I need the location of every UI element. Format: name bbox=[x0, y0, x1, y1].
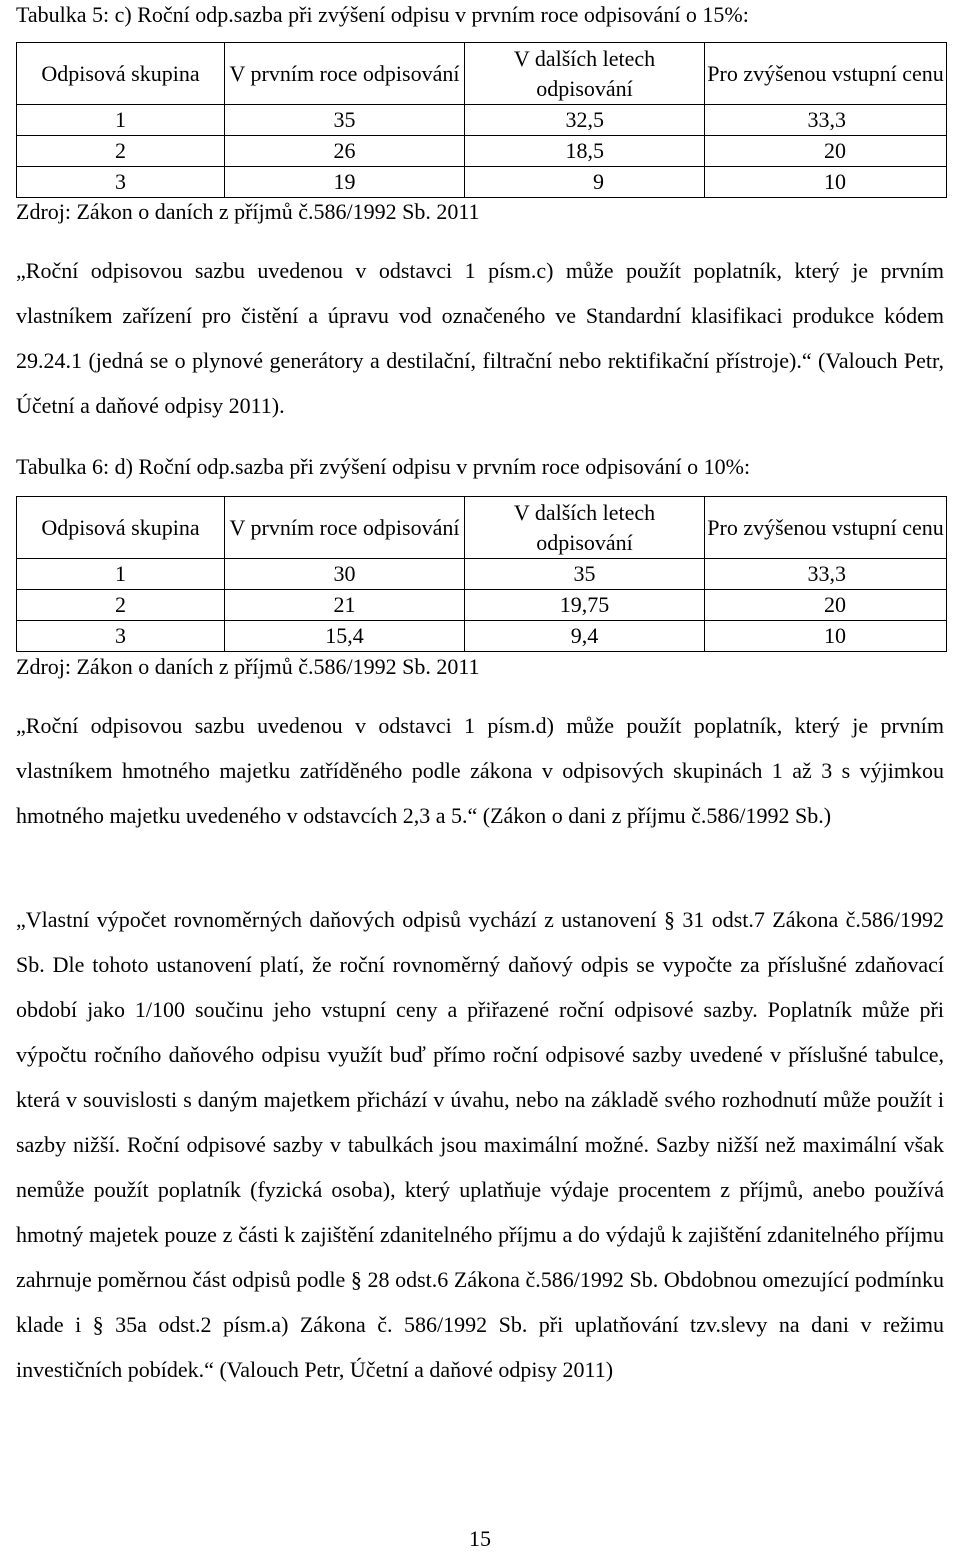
table-cell: 19,75 bbox=[465, 590, 705, 621]
table-cell: 2 bbox=[17, 136, 225, 167]
table-cell: 9 bbox=[465, 167, 705, 198]
table5-source: Zdroj: Zákon o daních z příjmů č.586/1992 Sb. 2011 bbox=[16, 199, 480, 224]
table-cell: 20 bbox=[705, 136, 947, 167]
table-cell: 20 bbox=[705, 590, 947, 621]
paragraph-3: „Vlastní výpočet rovnoměrných daňových odpisů vychází z ustanovení § 31 odst.7 Zákona č.586/1992 Sb. Dle tohoto ustanovení platí, že roční rovnoměrný daňový odpis se vypočte za příslušné zdaňovací období jako 1/100 součinu jeho vstupní ceny a přiřazené roční odpisové sazby. Poplatník může při výpočtu ročního daňového odpisu využít buď přímo roční odpisové sazby uvedené v příslušné tabulce, která v souvislosti s daným majetkem přichází v úvahu, nebo na základě svého rozhodnutí může použít i sazby nižší. Roční odpisové sazby v tabulkách jsou maximální možné. Sazby nižší než maximální však nemůže použít poplatník (fyzická osoba), který uplatňuje výdaje procentem z příjmů, anebo používá hmotný majetek pouze z části k zajištění zdanitelného příjmu a do výdajů k zajištění zdanitelného příjmu zahrnuje poměrnou část odpisů podle § 28 odst.6 Zákona č.586/1992 Sb. Obdobnou omezující podmínku klade i § 35a odst.2 písm.a) Zákona č. 586/1992 Sb. při uplatňování tzv.slevy na dani v režimu investičních pobídek.“ (Valouch Petr, Účetní a daňové odpisy 2011) bbox=[16, 907, 944, 1382]
table-cell: 35 bbox=[225, 105, 465, 136]
table6-header-cell: V prvním roce odpisování bbox=[225, 497, 465, 559]
table-cell: 9,4 bbox=[465, 621, 705, 652]
paragraph-1: „Roční odpisovou sazbu uvedenou v odstavci 1 písm.c) může použít poplatník, který je prvním vlastníkem zařízení pro čistění a úpravu vod označeného ve Standardní klasifikaci produkce kódem 29.24.1 (jedná se o plynové generátory a destilační, filtrační nebo rektifikační přístroje).“ (Valouch Petr, Účetní a daňové odpisy 2011). bbox=[16, 258, 944, 418]
table-cell: 3 bbox=[17, 621, 225, 652]
table6-header-cell: V dalších letech odpisování bbox=[465, 497, 705, 559]
table-cell: 2 bbox=[17, 590, 225, 621]
table-cell: 30 bbox=[225, 559, 465, 590]
paragraph-2: „Roční odpisovou sazbu uvedenou v odstavci 1 písm.d) může použít poplatník, který je prvním vlastníkem hmotného majetku zatříděného podle zákona v odpisových skupinách 1 až 3 s výjimkou hmotného majetku uvedeného v odstavcích 2,3 a 5.“ (Zákon o dani z příjmu č.586/1992 Sb.) bbox=[16, 713, 944, 828]
table-cell: 10 bbox=[705, 167, 947, 198]
table-cell: 33,3 bbox=[705, 105, 947, 136]
table-row bbox=[17, 136, 947, 167]
table-cell: 21 bbox=[225, 590, 465, 621]
table6-header-row bbox=[17, 497, 947, 559]
table6-header-cell: Pro zvýšenou vstupní cenu bbox=[705, 497, 947, 559]
table-cell: 10 bbox=[705, 621, 947, 652]
table-cell: 33,3 bbox=[705, 559, 947, 590]
table5 bbox=[16, 42, 947, 198]
table-row bbox=[17, 590, 947, 621]
table-cell: 32,5 bbox=[465, 105, 705, 136]
table5-header-cell: V dalších letech odpisování bbox=[465, 43, 705, 105]
table-row bbox=[17, 167, 947, 198]
table-row bbox=[17, 105, 947, 136]
table-cell: 18,5 bbox=[465, 136, 705, 167]
table-row bbox=[17, 559, 947, 590]
table-row bbox=[17, 621, 947, 652]
table5-caption: Tabulka 5: c) Roční odp.sazba při zvýšení odpisu v prvním roce odpisování o 15%: bbox=[16, 2, 749, 27]
table-cell: 35 bbox=[465, 559, 705, 590]
table-cell: 1 bbox=[17, 105, 225, 136]
page-number: 15 bbox=[469, 1526, 491, 1551]
table5-header-cell: Pro zvýšenou vstupní cenu bbox=[705, 43, 947, 105]
table5-header-row bbox=[17, 43, 947, 105]
table6-caption: Tabulka 6: d) Roční odp.sazba při zvýšení odpisu v prvním roce odpisování o 10%: bbox=[16, 454, 751, 479]
table6-source: Zdroj: Zákon o daních z příjmů č.586/1992 Sb. 2011 bbox=[16, 654, 480, 679]
table-cell: 15,4 bbox=[225, 621, 465, 652]
table6 bbox=[16, 496, 947, 652]
table-cell: 19 bbox=[225, 167, 465, 198]
table5-header-cell: Odpisová skupina bbox=[17, 43, 225, 105]
table-cell: 26 bbox=[225, 136, 465, 167]
table-cell: 3 bbox=[17, 167, 225, 198]
table6-header-cell: Odpisová skupina bbox=[17, 497, 225, 559]
table5-header-cell: V prvním roce odpisování bbox=[225, 43, 465, 105]
table-cell: 1 bbox=[17, 559, 225, 590]
